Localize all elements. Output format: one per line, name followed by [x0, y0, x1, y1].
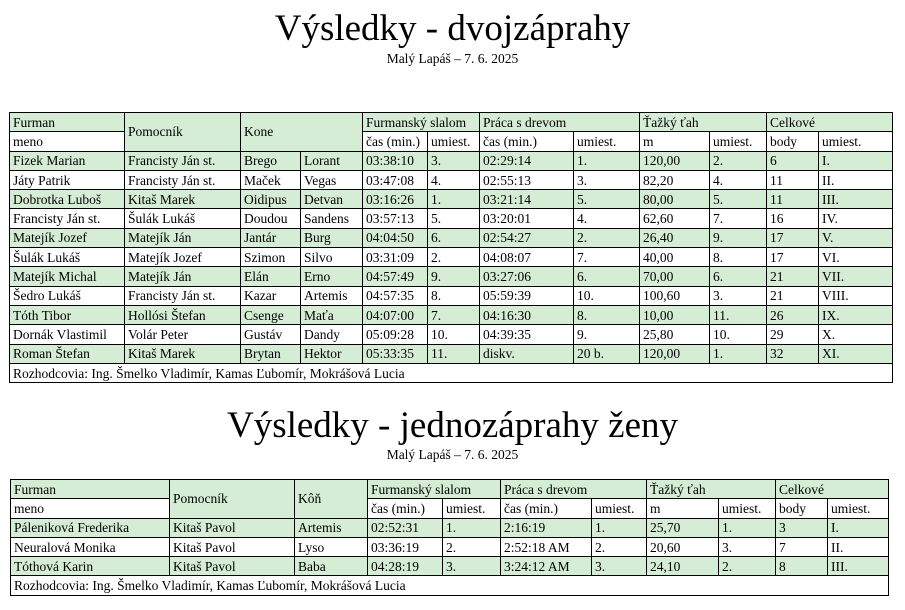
header-row-sub-women — [11, 499, 889, 518]
cell-slalom-cas: 03:31:09 — [363, 248, 428, 267]
header-slalom-cas: čas (min.) — [368, 499, 443, 518]
cell-tah-m: 80,00 — [640, 190, 710, 209]
cell-pomocnik: Francisty Ján st. — [125, 151, 241, 170]
table-row — [10, 286, 893, 305]
cell-drevo-cas: diskv. — [480, 344, 574, 363]
cell-tah-m: 25,80 — [640, 325, 710, 344]
cell-poradie: IX. — [819, 305, 893, 324]
header-celkove: Celkové — [776, 480, 889, 499]
cell-kon2: Sandens — [301, 209, 363, 228]
cell-poradie: III. — [819, 190, 893, 209]
header-meno: meno — [11, 499, 170, 518]
cell-meno: Fizek Marian — [10, 151, 125, 170]
header-body: body — [767, 132, 819, 151]
cell-slalom-um: 8. — [428, 286, 480, 305]
cell-kon2: Lorant — [301, 151, 363, 170]
header-tah: Ťažký ťah — [647, 480, 776, 499]
cell-tah-um: 11. — [710, 305, 767, 324]
cell-tah-um: 7. — [710, 209, 767, 228]
cell-poradie: III. — [828, 557, 889, 576]
cell-drevo-cas: 04:39:35 — [480, 325, 574, 344]
cell-poradie: VIII. — [819, 286, 893, 305]
cell-tah-um: 8. — [710, 248, 767, 267]
cell-meno: Dornák Vlastimil — [10, 325, 125, 344]
footer-row-women — [11, 576, 889, 595]
header-furman: Furman — [11, 480, 170, 499]
table-row — [10, 228, 893, 247]
cell-slalom-cas: 04:28:19 — [368, 557, 443, 576]
cell-tah-um: 6. — [710, 267, 767, 286]
cell-pomocnik: Matejík Ján — [125, 228, 241, 247]
cell-pomocnik: Hollósi Štefan — [125, 305, 241, 324]
cell-drevo-cas: 02:54:27 — [480, 228, 574, 247]
cell-poradie: II. — [819, 170, 893, 189]
cell-poradie: VI. — [819, 248, 893, 267]
judges-note: Rozhodcovia: Ing. Šmelko Vladimír, Kamas Ľubomír, Mokrášová Lucia — [10, 363, 893, 382]
table-row — [11, 537, 889, 556]
cell-body: 26 — [767, 305, 819, 324]
cell-body: 16 — [767, 209, 819, 228]
cell-drevo-cas: 03:27:06 — [480, 267, 574, 286]
cell-drevo-um: 8. — [574, 305, 640, 324]
table-row — [10, 170, 893, 189]
cell-slalom-um: 1. — [428, 190, 480, 209]
cell-kon1: Brytan — [241, 344, 301, 363]
cell-tah-m: 62,60 — [640, 209, 710, 228]
cell-poradie: VII. — [819, 267, 893, 286]
header-slalom-cas: čas (min.) — [363, 132, 428, 151]
cell-tah-um: 1. — [719, 518, 776, 537]
cell-kon1: Elán — [241, 267, 301, 286]
cell-slalom-cas: 04:07:00 — [363, 305, 428, 324]
cell-drevo-um: 20 b. — [574, 344, 640, 363]
cell-drevo-um: 7. — [574, 248, 640, 267]
cell-body: 3 — [776, 518, 828, 537]
cell-tah-um: 2. — [710, 151, 767, 170]
cell-pomocnik: Šulák Lukáš — [125, 209, 241, 228]
cell-body: 21 — [767, 286, 819, 305]
cell-kon1: Szimon — [241, 248, 301, 267]
header-celkove: Celkové — [767, 113, 893, 132]
cell-kon2: Detvan — [301, 190, 363, 209]
cell-meno: Páleniková Frederika — [11, 518, 170, 537]
header-slalom-umiest: umiest. — [428, 132, 480, 151]
cell-slalom-um: 10. — [428, 325, 480, 344]
table-row — [10, 305, 893, 324]
cell-body: 8 — [776, 557, 828, 576]
cell-tah-m: 40,00 — [640, 248, 710, 267]
header-poradie: umiest. — [828, 499, 889, 518]
cell-tah-m: 20,60 — [647, 537, 719, 556]
cell-slalom-um: 5. — [428, 209, 480, 228]
cell-drevo-cas: 03:21:14 — [480, 190, 574, 209]
cell-kon2: Erno — [301, 267, 363, 286]
cell-slalom-um: 11. — [428, 344, 480, 363]
cell-body: 17 — [767, 228, 819, 247]
header-drevo-umiest: umiest. — [574, 132, 640, 151]
table-row — [10, 344, 893, 363]
cell-meno: Šulák Lukáš — [10, 248, 125, 267]
header-drevo-cas: čas (min.) — [480, 132, 574, 151]
cell-meno: Tóth Tibor — [10, 305, 125, 324]
header-slalom-umiest: umiest. — [443, 499, 501, 518]
header-row-groups-women — [11, 480, 889, 499]
cell-drevo-um: 3. — [592, 557, 647, 576]
cell-body: 17 — [767, 248, 819, 267]
cell-drevo-cas: 05:59:39 — [480, 286, 574, 305]
cell-tah-m: 26,40 — [640, 228, 710, 247]
cell-kon: Baba — [295, 557, 368, 576]
cell-drevo-um: 2. — [592, 537, 647, 556]
cell-slalom-cas: 03:47:08 — [363, 170, 428, 189]
cell-drevo-um: 1. — [574, 151, 640, 170]
header-meno: meno — [10, 132, 125, 151]
header-drevo: Práca s drevom — [480, 113, 640, 132]
cell-body: 6 — [767, 151, 819, 170]
cell-body: 29 — [767, 325, 819, 344]
cell-kon2: Dandy — [301, 325, 363, 344]
header-tah: Ťažký ťah — [640, 113, 767, 132]
cell-meno: Játy Patrik — [10, 170, 125, 189]
cell-drevo-cas: 2:16:19 — [501, 518, 592, 537]
cell-tah-um: 9. — [710, 228, 767, 247]
cell-slalom-um: 7. — [428, 305, 480, 324]
cell-drevo-cas: 04:08:07 — [480, 248, 574, 267]
header-body: body — [776, 499, 828, 518]
table-row — [10, 325, 893, 344]
page-title: Výsledky - dvojzáprahy — [274, 8, 631, 49]
cell-kon2: Vegas — [301, 170, 363, 189]
cell-slalom-cas: 03:57:13 — [363, 209, 428, 228]
cell-kon1: Maček — [241, 170, 301, 189]
cell-slalom-cas: 04:57:35 — [363, 286, 428, 305]
cell-pomocnik: Matejík Jozef — [125, 248, 241, 267]
header-kon: Kôň — [295, 480, 368, 519]
cell-meno: Matejík Jozef — [10, 228, 125, 247]
cell-tah-um: 3. — [710, 286, 767, 305]
cell-kon2: Burg — [301, 228, 363, 247]
cell-slalom-um: 2. — [428, 248, 480, 267]
table-row — [10, 248, 893, 267]
cell-kon2: Artemis — [301, 286, 363, 305]
cell-slalom-cas: 05:33:35 — [363, 344, 428, 363]
cell-pomocnik: Volár Peter — [125, 325, 241, 344]
header-pomocnik: Pomocník — [125, 113, 241, 152]
judges-note: Rozhodcovia: Ing. Šmelko Vladimír, Kamas Ľubomír, Mokrášová Lucia — [11, 576, 889, 595]
cell-slalom-um: 6. — [428, 228, 480, 247]
cell-tah-m: 120,00 — [640, 151, 710, 170]
cell-kon1: Kazar — [241, 286, 301, 305]
cell-drevo-cas: 02:55:13 — [480, 170, 574, 189]
table-row — [11, 518, 889, 537]
header-pomocnik: Pomocník — [170, 480, 295, 519]
cell-tah-um: 3. — [719, 537, 776, 556]
cell-slalom-cas: 04:57:49 — [363, 267, 428, 286]
cell-slalom-cas: 04:04:50 — [363, 228, 428, 247]
header-tah-m: m — [640, 132, 710, 151]
header-tah-umiest: umiest. — [710, 132, 767, 151]
cell-poradie: X. — [819, 325, 893, 344]
table-row — [10, 209, 893, 228]
cell-tah-um: 5. — [710, 190, 767, 209]
header-drevo-cas: čas (min.) — [501, 499, 592, 518]
header-slalom: Furmanský slalom — [363, 113, 480, 132]
cell-kon: Artemis — [295, 518, 368, 537]
cell-body: 7 — [776, 537, 828, 556]
cell-body: 11 — [767, 190, 819, 209]
cell-drevo-cas: 3:24:12 AM — [501, 557, 592, 576]
table-row — [10, 267, 893, 286]
cell-slalom-cas: 03:38:10 — [363, 151, 428, 170]
cell-meno: Tóthová Karin — [11, 557, 170, 576]
header-slalom: Furmanský slalom — [368, 480, 501, 499]
cell-body: 11 — [767, 170, 819, 189]
cell-drevo-um: 3. — [574, 170, 640, 189]
cell-slalom-um: 2. — [443, 537, 501, 556]
header-row-groups — [10, 113, 893, 132]
cell-kon2: Silvo — [301, 248, 363, 267]
cell-kon1: Gustáv — [241, 325, 301, 344]
cell-kon1: Csenge — [241, 305, 301, 324]
cell-pomocnik: Kitaš Marek — [125, 190, 241, 209]
results-table-pairs — [9, 112, 893, 383]
table-row — [10, 151, 893, 170]
header-poradie: umiest. — [819, 132, 893, 151]
cell-tah-m: 100,60 — [640, 286, 710, 305]
cell-body: 32 — [767, 344, 819, 363]
cell-slalom-um: 9. — [428, 267, 480, 286]
cell-drevo-um: 10. — [574, 286, 640, 305]
header-furman: Furman — [10, 113, 125, 132]
page-title-women: Výsledky - jednozáprahy ženy — [226, 405, 679, 446]
results-table-women — [10, 479, 889, 596]
cell-kon1: Jantár — [241, 228, 301, 247]
cell-poradie: V. — [819, 228, 893, 247]
page-subtitle: Malý Lapáš – 7. 6. 2025 — [386, 51, 519, 66]
cell-pomocnik: Kitaš Pavol — [170, 537, 295, 556]
cell-poradie: I. — [828, 518, 889, 537]
cell-slalom-um: 3. — [428, 151, 480, 170]
header-drevo-umiest: umiest. — [592, 499, 647, 518]
cell-drevo-um: 2. — [574, 228, 640, 247]
cell-tah-m: 10,00 — [640, 305, 710, 324]
header-drevo: Práca s drevom — [501, 480, 647, 499]
cell-tah-um: 10. — [710, 325, 767, 344]
cell-drevo-um: 1. — [592, 518, 647, 537]
cell-drevo-cas: 03:20:01 — [480, 209, 574, 228]
cell-tah-m: 120,00 — [640, 344, 710, 363]
cell-pomocnik: Kitaš Pavol — [170, 557, 295, 576]
cell-poradie: XI. — [819, 344, 893, 363]
cell-drevo-cas: 02:29:14 — [480, 151, 574, 170]
cell-poradie: I. — [819, 151, 893, 170]
cell-drevo-cas: 2:52:18 AM — [501, 537, 592, 556]
header-tah-m: m — [647, 499, 719, 518]
footer-row — [10, 363, 893, 382]
header-kone: Kone — [241, 113, 363, 152]
cell-drevo-um: 6. — [574, 267, 640, 286]
cell-kon2: Hektor — [301, 344, 363, 363]
cell-tah-um: 1. — [710, 344, 767, 363]
cell-slalom-um: 4. — [428, 170, 480, 189]
table-row — [11, 557, 889, 576]
cell-slalom-um: 1. — [443, 518, 501, 537]
cell-meno: Francisty Ján st. — [10, 209, 125, 228]
cell-slalom-cas: 02:52:31 — [368, 518, 443, 537]
cell-body: 21 — [767, 267, 819, 286]
page-subtitle-women: Malý Lapáš – 7. 6. 2025 — [386, 447, 519, 462]
cell-meno: Matejík Michal — [10, 267, 125, 286]
cell-tah-m: 24,10 — [647, 557, 719, 576]
cell-poradie: II. — [828, 537, 889, 556]
cell-tah-m: 82,20 — [640, 170, 710, 189]
cell-pomocnik: Matejík Ján — [125, 267, 241, 286]
cell-tah-um: 2. — [719, 557, 776, 576]
cell-kon1: Doudou — [241, 209, 301, 228]
cell-slalom-cas: 03:16:26 — [363, 190, 428, 209]
cell-pomocnik: Kitaš Marek — [125, 344, 241, 363]
cell-kon1: Oidipus — [241, 190, 301, 209]
cell-pomocnik: Francisty Ján st. — [125, 286, 241, 305]
cell-slalom-um: 3. — [443, 557, 501, 576]
cell-meno: Šedro Lukáš — [10, 286, 125, 305]
cell-tah-m: 25,70 — [647, 518, 719, 537]
cell-meno: Neuralová Monika — [11, 537, 170, 556]
cell-drevo-um: 9. — [574, 325, 640, 344]
cell-slalom-cas: 05:09:28 — [363, 325, 428, 344]
cell-drevo-cas: 04:16:30 — [480, 305, 574, 324]
cell-pomocnik: Francisty Ján st. — [125, 170, 241, 189]
cell-kon: Lyso — [295, 537, 368, 556]
cell-poradie: IV. — [819, 209, 893, 228]
cell-pomocnik: Kitaš Pavol — [170, 518, 295, 537]
cell-meno: Dobrotka Luboš — [10, 190, 125, 209]
cell-kon2: Maťa — [301, 305, 363, 324]
header-tah-umiest: umiest. — [719, 499, 776, 518]
cell-drevo-um: 4. — [574, 209, 640, 228]
cell-slalom-cas: 03:36:19 — [368, 537, 443, 556]
table-row — [10, 190, 893, 209]
cell-tah-m: 70,00 — [640, 267, 710, 286]
cell-drevo-um: 5. — [574, 190, 640, 209]
cell-tah-um: 4. — [710, 170, 767, 189]
cell-kon1: Brego — [241, 151, 301, 170]
cell-meno: Roman Štefan — [10, 344, 125, 363]
